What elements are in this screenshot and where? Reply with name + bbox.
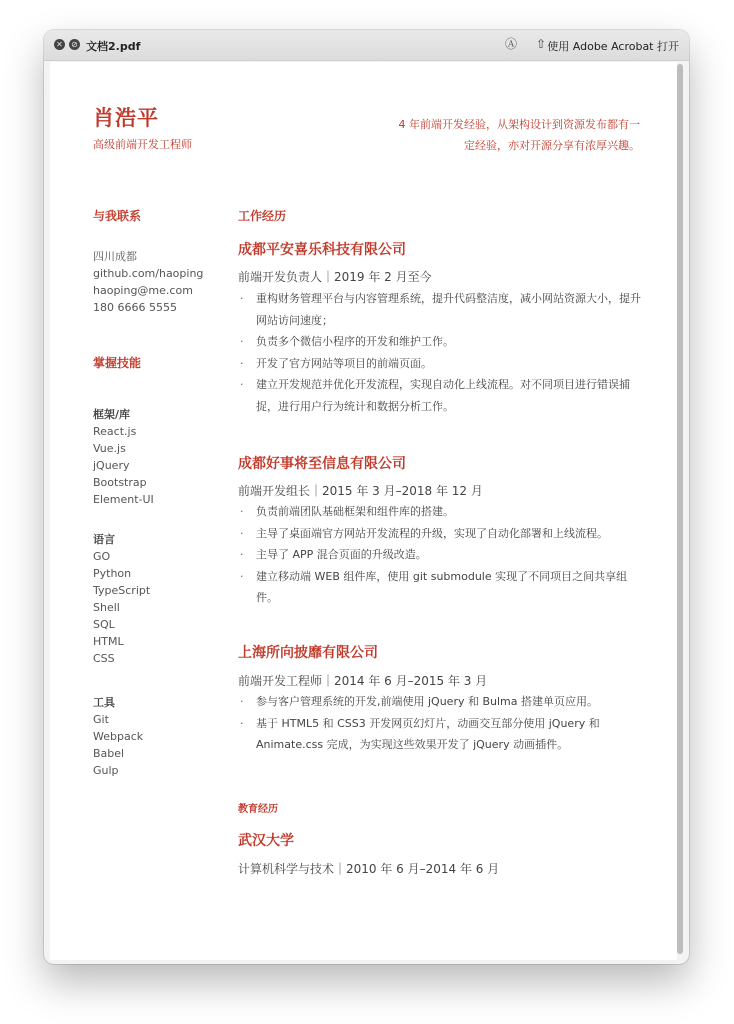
skill-item: Git xyxy=(93,713,109,726)
job-bullet: · 参与客户管理系统的开发,前端使用 jQuery 和 Bulma 搭建单页应用。 xyxy=(238,691,643,713)
skills-frameworks xyxy=(93,406,154,508)
resume-job-title: 高级前端开发工程师 xyxy=(93,138,192,151)
job-role: 前端开发负责人｜2019 年 2 月至今 xyxy=(238,270,432,284)
job-role: 前端开发组长｜2015 年 3 月–2018 年 12 月 xyxy=(238,484,483,498)
contact-github: github.com/haoping xyxy=(93,267,204,280)
open-with-acrobat-button[interactable]: 使用 Adobe Acrobat 打开 xyxy=(547,40,679,53)
skill-group-title: 语言 xyxy=(93,533,115,546)
vertical-scrollbar[interactable] xyxy=(677,64,683,954)
job-bullets xyxy=(238,501,643,609)
skill-item: Python xyxy=(93,567,132,580)
contact-phone: 180 6666 5555 xyxy=(93,301,177,314)
skill-item: Vue.js xyxy=(93,442,126,455)
disabled-icon[interactable]: ⊘ xyxy=(69,39,80,50)
share-icon[interactable]: ⇧ xyxy=(535,37,547,51)
job-bullet: · 负责多个微信小程序的开发和维护工作。 xyxy=(238,331,643,353)
skill-item: SQL xyxy=(93,618,115,631)
contact-list xyxy=(93,248,203,316)
skill-item: jQuery xyxy=(93,459,130,472)
skills-tools xyxy=(93,694,143,779)
skill-item: React.js xyxy=(93,425,137,438)
pdf-page xyxy=(50,62,677,960)
skill-item: Shell xyxy=(93,601,120,614)
job-bullet: · 开发了官方网站等项目的前端页面。 xyxy=(238,353,643,375)
contact-location: 四川成都 xyxy=(93,250,137,263)
company-name: 成都平安喜乐科技有限公司 xyxy=(238,242,406,258)
skill-group-title: 框架/库 xyxy=(93,408,131,421)
education-heading: 教育经历 xyxy=(238,804,278,815)
job-bullet: · 负责前端团队基础框架和组件库的搭建。 xyxy=(238,501,643,523)
job-bullet: · 主导了桌面端官方网站开发流程的升级，实现了自动化部署和上线流程。 xyxy=(238,523,643,545)
preview-window xyxy=(44,30,689,964)
skill-item: HTML xyxy=(93,635,124,648)
resume-intro: 4 年前端开发经验，从架构设计到资源发布都有一定经验，亦对开源分享有浓厚兴趣。 xyxy=(398,118,640,152)
skills-languages xyxy=(93,531,150,667)
skill-item: Element-UI xyxy=(93,493,154,506)
skill-item: TypeScript xyxy=(93,584,151,597)
school-name: 武汉大学 xyxy=(238,833,294,849)
skill-item: Webpack xyxy=(93,730,144,743)
document-title: 文档2.pdf xyxy=(86,40,141,53)
title-bar xyxy=(44,30,689,61)
skill-group-title: 工具 xyxy=(93,696,115,709)
company-name: 成都好事将至信息有限公司 xyxy=(238,456,406,472)
job-bullet: · 建立移动端 WEB 组件库，使用 git submodule 实现了不同项目之间共享组件。 xyxy=(238,566,643,609)
job-bullet: · 基于 HTML5 和 CSS3 开发网页幻灯片，动画交互部分使用 jQuery 和 Animate.css 完成，为实现这些效果开发了 jQuery 动画插件。 xyxy=(238,713,643,756)
close-icon[interactable]: ✕ xyxy=(54,39,65,50)
skill-item: Bootstrap xyxy=(93,476,147,489)
skill-item: CSS xyxy=(93,652,115,665)
contact-email: haoping@me.com xyxy=(93,284,193,297)
skills-heading: 掌握技能 xyxy=(93,356,142,370)
job-bullets xyxy=(238,288,643,417)
job-bullet: · 重构财务管理平台与内容管理系统，提升代码整洁度，减小网站资源大小，提升网站访问速度； xyxy=(238,288,643,331)
company-name: 上海所向披靡有限公司 xyxy=(238,645,378,661)
job-role: 前端开发工程师｜2014 年 6 月–2015 年 3 月 xyxy=(238,674,488,688)
job-bullet: · 主导了 APP 混合页面的升级改造。 xyxy=(238,544,643,566)
skill-item: Gulp xyxy=(93,764,119,777)
contact-heading: 与我联系 xyxy=(93,209,142,223)
skill-item: Babel xyxy=(93,747,125,760)
markup-icon[interactable]: Ⓐ xyxy=(504,37,517,51)
skill-item: GO xyxy=(93,550,111,563)
degree-info: 计算机科学与技术｜2010 年 6 月–2014 年 6 月 xyxy=(238,862,500,876)
resume-name: 肖浩平 xyxy=(93,106,159,130)
work-heading: 工作经历 xyxy=(238,209,287,223)
job-bullets xyxy=(238,691,643,756)
job-bullet: · 建立开发规范并优化开发流程，实现自动化上线流程。对不同项目进行错误捕捉，进行用户行为统计和数据分析工作。 xyxy=(238,374,643,417)
